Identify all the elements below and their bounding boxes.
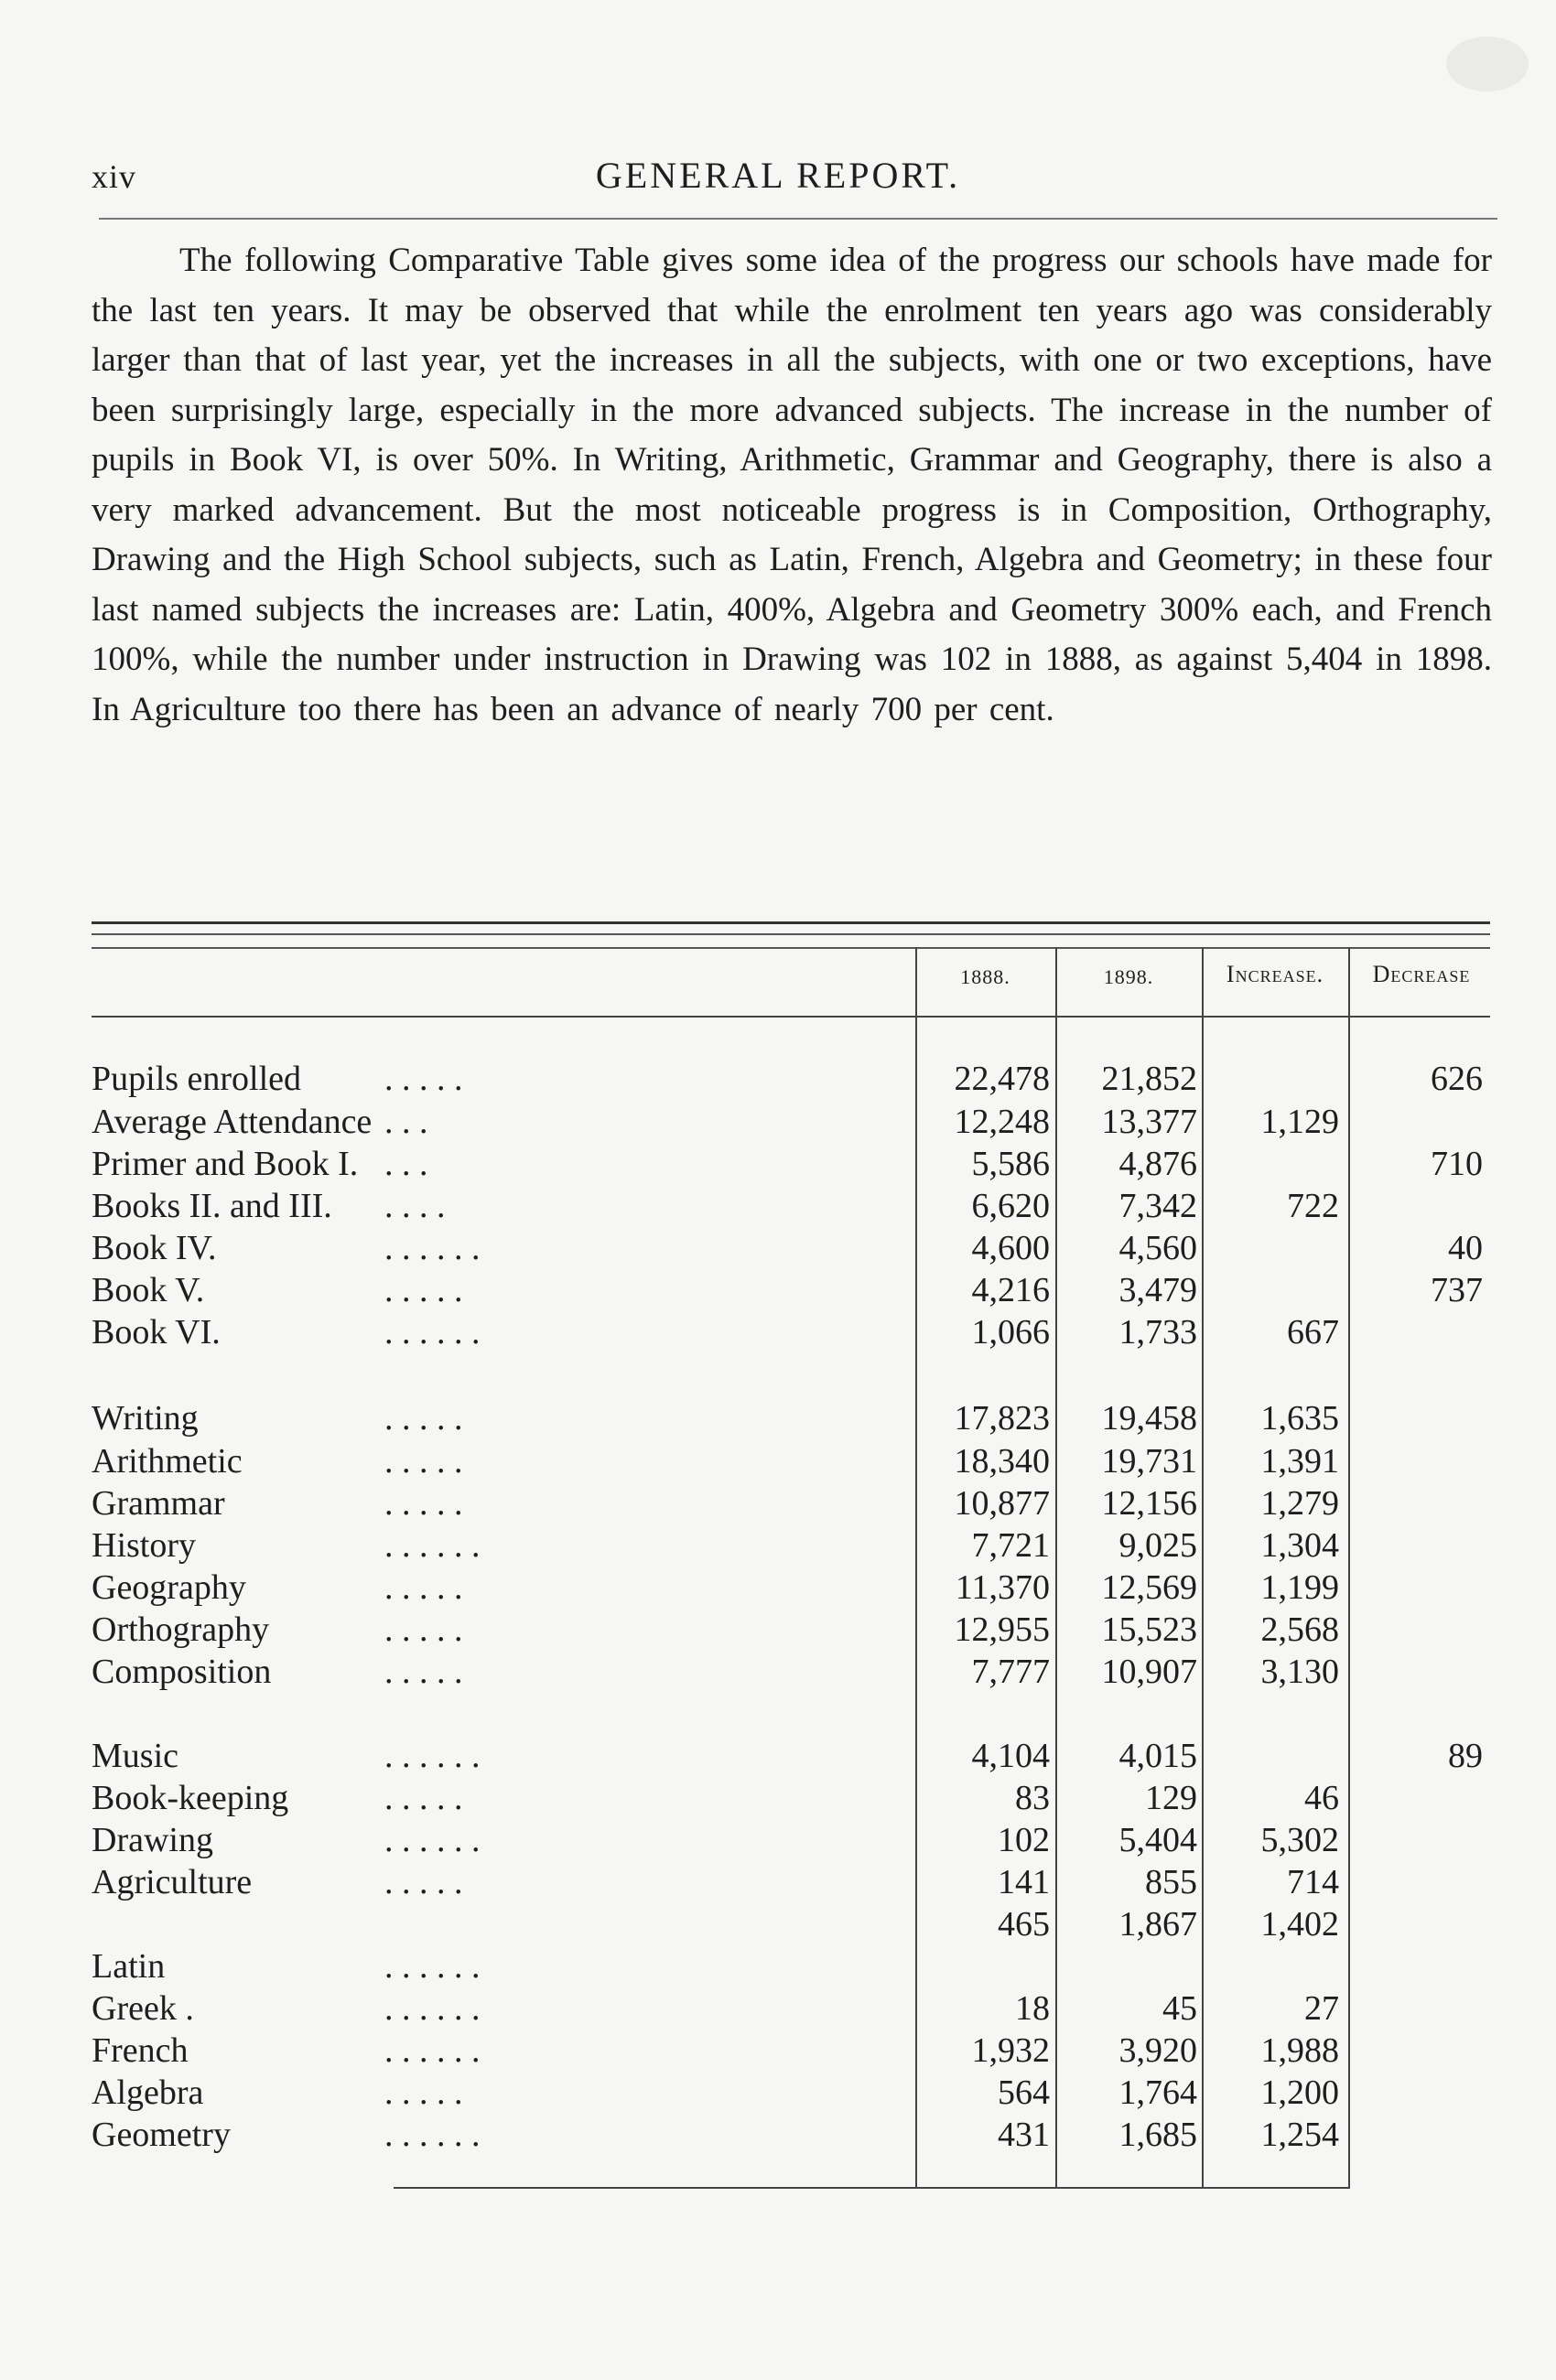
value-1898: 9,025 — [1118, 1526, 1197, 1565]
table-row — [0, 1059, 1556, 1101]
leader-dots: . . . — [384, 1145, 428, 1183]
table-row — [0, 1652, 1556, 1694]
row-label: Greek . — [92, 1989, 194, 2028]
leader-dots: . . . . . . — [384, 1947, 481, 1986]
leader-dots: . . . . . — [384, 1610, 463, 1649]
value-1888: 4,216 — [971, 1271, 1050, 1309]
table-top-double-rule — [92, 921, 1490, 935]
leader-dots: . . . . . . — [384, 1989, 481, 2028]
value-1888: 5,586 — [971, 1145, 1050, 1183]
leader-dots: . . . . . . — [384, 1737, 481, 1775]
row-label: Algebra — [92, 2073, 204, 2112]
column-header-1898: 1898. — [1103, 965, 1154, 988]
leader-dots: . . . — [384, 1103, 428, 1141]
table-row — [0, 1525, 1556, 1567]
leader-dots: . . . . . — [384, 1568, 463, 1607]
leader-dots: . . . . . — [384, 2073, 463, 2112]
table-row — [0, 1186, 1556, 1228]
value-increase: 27 — [1304, 1989, 1339, 2028]
leader-dots: . . . . . — [384, 1399, 463, 1438]
value-increase: 714 — [1287, 1863, 1339, 1901]
value-1898: 5,404 — [1118, 1821, 1197, 1859]
value-1898: 4,560 — [1118, 1229, 1197, 1267]
value-1898: 19,731 — [1101, 1442, 1197, 1481]
value-increase: 1,635 — [1260, 1399, 1339, 1438]
value-1898: 45 — [1162, 1989, 1197, 2028]
value-decrease: 737 — [1431, 1271, 1483, 1309]
table-row — [0, 1567, 1556, 1610]
value-increase: 1,199 — [1260, 1568, 1339, 1607]
value-1888: 10,877 — [954, 1484, 1050, 1523]
row-label: Drawing — [92, 1821, 213, 1859]
value-1888: 7,777 — [971, 1653, 1050, 1691]
leader-dots: . . . . . — [384, 1779, 463, 1817]
column-header-decrease: Decrease — [1372, 961, 1471, 987]
row-label: Books II. and III. — [92, 1187, 332, 1225]
row-label: French — [92, 2031, 189, 2070]
leader-dots: . . . . . — [384, 1653, 463, 1691]
table-row — [0, 1228, 1556, 1270]
table-row — [0, 1102, 1556, 1144]
row-label: Primer and Book I. — [92, 1145, 359, 1183]
row-label: Book-keeping — [92, 1779, 289, 1817]
row-label: Writing — [92, 1399, 199, 1438]
table-row — [0, 1736, 1556, 1778]
column-header-increase: Increase. — [1226, 961, 1324, 987]
value-1898: 1,733 — [1118, 1313, 1197, 1352]
row-label: Book IV. — [92, 1229, 217, 1267]
value-1888: 11,370 — [955, 1568, 1050, 1607]
value-1898: 855 — [1145, 1863, 1197, 1901]
value-1898: 4,876 — [1118, 1145, 1197, 1183]
leader-dots: . . . . . . — [384, 1821, 481, 1859]
value-1888: 83 — [1015, 1779, 1050, 1817]
value-increase: 1,402 — [1260, 1905, 1339, 1944]
value-increase: 2,568 — [1260, 1610, 1339, 1649]
value-1898: 4,015 — [1118, 1737, 1197, 1775]
table-row — [0, 1441, 1556, 1483]
value-increase: 1,304 — [1260, 1526, 1339, 1565]
value-1888: 12,248 — [954, 1103, 1050, 1141]
table-row — [0, 1988, 1556, 2030]
value-1898: 129 — [1145, 1779, 1197, 1817]
value-decrease: 89 — [1448, 1737, 1483, 1775]
table-row — [0, 1398, 1556, 1440]
value-increase: 3,130 — [1260, 1653, 1339, 1691]
leader-dots: . . . . . — [384, 1442, 463, 1481]
header-rule — [99, 218, 1497, 220]
value-1898: 10,907 — [1101, 1653, 1197, 1691]
value-increase: 667 — [1287, 1313, 1339, 1352]
value-1898: 19,458 — [1101, 1399, 1197, 1438]
value-1888: 6,620 — [971, 1187, 1050, 1225]
row-label: Grammar — [92, 1484, 225, 1523]
row-label: Geometry — [92, 2116, 231, 2154]
leader-dots: . . . . . . — [384, 1313, 481, 1352]
leader-dots: . . . . . . — [384, 1526, 481, 1565]
leader-dots: . . . . . . — [384, 1229, 481, 1267]
running-head: GENERAL REPORT. — [595, 155, 961, 196]
value-1888: 102 — [998, 1821, 1050, 1859]
value-1898: 3,479 — [1118, 1271, 1197, 1309]
table-row — [0, 1144, 1556, 1186]
table-row — [0, 2030, 1556, 2073]
value-increase: 1,279 — [1260, 1484, 1339, 1523]
value-1888: 1,932 — [971, 2031, 1050, 2070]
value-increase: 1,129 — [1260, 1103, 1339, 1141]
row-label: Geography — [92, 1568, 246, 1607]
table-row — [0, 1904, 1556, 1946]
value-1888: 4,600 — [971, 1229, 1050, 1267]
value-1888: 7,721 — [971, 1526, 1050, 1565]
value-1898: 1,685 — [1118, 2116, 1197, 2154]
value-increase: 5,302 — [1260, 1821, 1339, 1859]
table-row — [0, 1270, 1556, 1312]
leader-dots: . . . . — [384, 1187, 446, 1225]
table-row — [0, 1778, 1556, 1820]
row-label: Pupils enrolled — [92, 1060, 302, 1098]
value-1888: 431 — [998, 2116, 1050, 2154]
value-1888: 141 — [998, 1863, 1050, 1901]
leader-dots: . . . . . — [384, 1060, 463, 1098]
table-row — [0, 1610, 1556, 1652]
table-row — [0, 2073, 1556, 2115]
value-1888: 4,104 — [971, 1737, 1050, 1775]
paper-stain — [1446, 37, 1529, 92]
page-number: xiv — [92, 158, 137, 195]
value-increase: 1,988 — [1260, 2031, 1339, 2070]
value-increase: 46 — [1304, 1779, 1339, 1817]
column-header-1888: 1888. — [960, 965, 1010, 988]
table-row — [0, 1312, 1556, 1354]
value-1888: 22,478 — [954, 1060, 1050, 1098]
value-increase: 1,200 — [1260, 2073, 1339, 2112]
intro-paragraph: The following Comparative Table gives some idea of the progress our schools have made for the last ten years. It may be observed that while the enrolment ten years ago was considerably larger than that of last year, yet the increases in all the subjects, with one or two exceptions, have been surprisingly large, especially in the more advanced subjects. The increase in the number of pupils in Book VI, is over 50%. In Writing, Arithmetic, Grammar and Geography, there is also a very marked advancement. But the most noticeable progress is in Composition, Orthography, Drawing and the High School subjects, such as Latin, French, Algebra and Geometry; in these four last named subjects the increases are: Latin, 400%, Algebra and Geometry 300% each, and French 100%, while the number under instruction in Drawing was 102 in 1888, as against 5,404 in 1898. In Agriculture too there has been an advance of nearly 700 per cent. — [92, 242, 1492, 728]
value-1888: 18,340 — [954, 1442, 1050, 1481]
value-increase: 1,391 — [1260, 1442, 1339, 1481]
value-1898: 7,342 — [1118, 1187, 1197, 1225]
value-1888: 12,955 — [954, 1610, 1050, 1649]
row-label: Book VI. — [92, 1313, 221, 1352]
table-row — [0, 1946, 1556, 1988]
value-decrease: 626 — [1431, 1060, 1483, 1098]
value-1888: 1,066 — [971, 1313, 1050, 1352]
table-bottom-rule — [394, 2187, 1350, 2189]
row-label: Average Attendance — [92, 1103, 373, 1141]
row-label: Music — [92, 1737, 178, 1775]
row-label: Book V. — [92, 1271, 205, 1309]
row-label: Latin — [92, 1947, 166, 1986]
row-label: Orthography — [92, 1610, 270, 1649]
value-decrease: 710 — [1431, 1145, 1483, 1183]
value-1888: 465 — [998, 1905, 1050, 1944]
leader-dots: . . . . . — [384, 1484, 463, 1523]
value-1888: 18 — [1015, 1989, 1050, 2028]
header-bottom-rule — [92, 1016, 1490, 1018]
value-1898: 21,852 — [1101, 1060, 1197, 1098]
table-row — [0, 1820, 1556, 1862]
value-1898: 1,867 — [1118, 1905, 1197, 1944]
leader-dots: . . . . . . — [384, 2031, 481, 2070]
leader-dots: . . . . . . — [384, 2116, 481, 2154]
value-increase: 1,254 — [1260, 2116, 1339, 2154]
value-1888: 564 — [998, 2073, 1050, 2112]
table-row — [0, 2115, 1556, 2157]
leader-dots: . . . . . — [384, 1863, 463, 1901]
value-1898: 1,764 — [1118, 2073, 1197, 2112]
value-1898: 13,377 — [1101, 1103, 1197, 1141]
value-1898: 12,569 — [1101, 1568, 1197, 1607]
table-row — [0, 1862, 1556, 1904]
value-increase: 722 — [1287, 1187, 1339, 1225]
leader-dots: . . . . . — [384, 1271, 463, 1309]
table-top-rule — [92, 947, 1490, 949]
value-1898: 3,920 — [1118, 2031, 1197, 2070]
value-1898: 12,156 — [1101, 1484, 1197, 1523]
row-label: Composition — [92, 1653, 272, 1691]
row-label: History — [92, 1526, 196, 1565]
row-label: Arithmetic — [92, 1442, 243, 1481]
value-decrease: 40 — [1448, 1229, 1483, 1267]
value-1888: 17,823 — [954, 1399, 1050, 1438]
value-1898: 15,523 — [1101, 1610, 1197, 1649]
row-label: Agriculture — [92, 1863, 253, 1901]
table-row — [0, 1483, 1556, 1525]
